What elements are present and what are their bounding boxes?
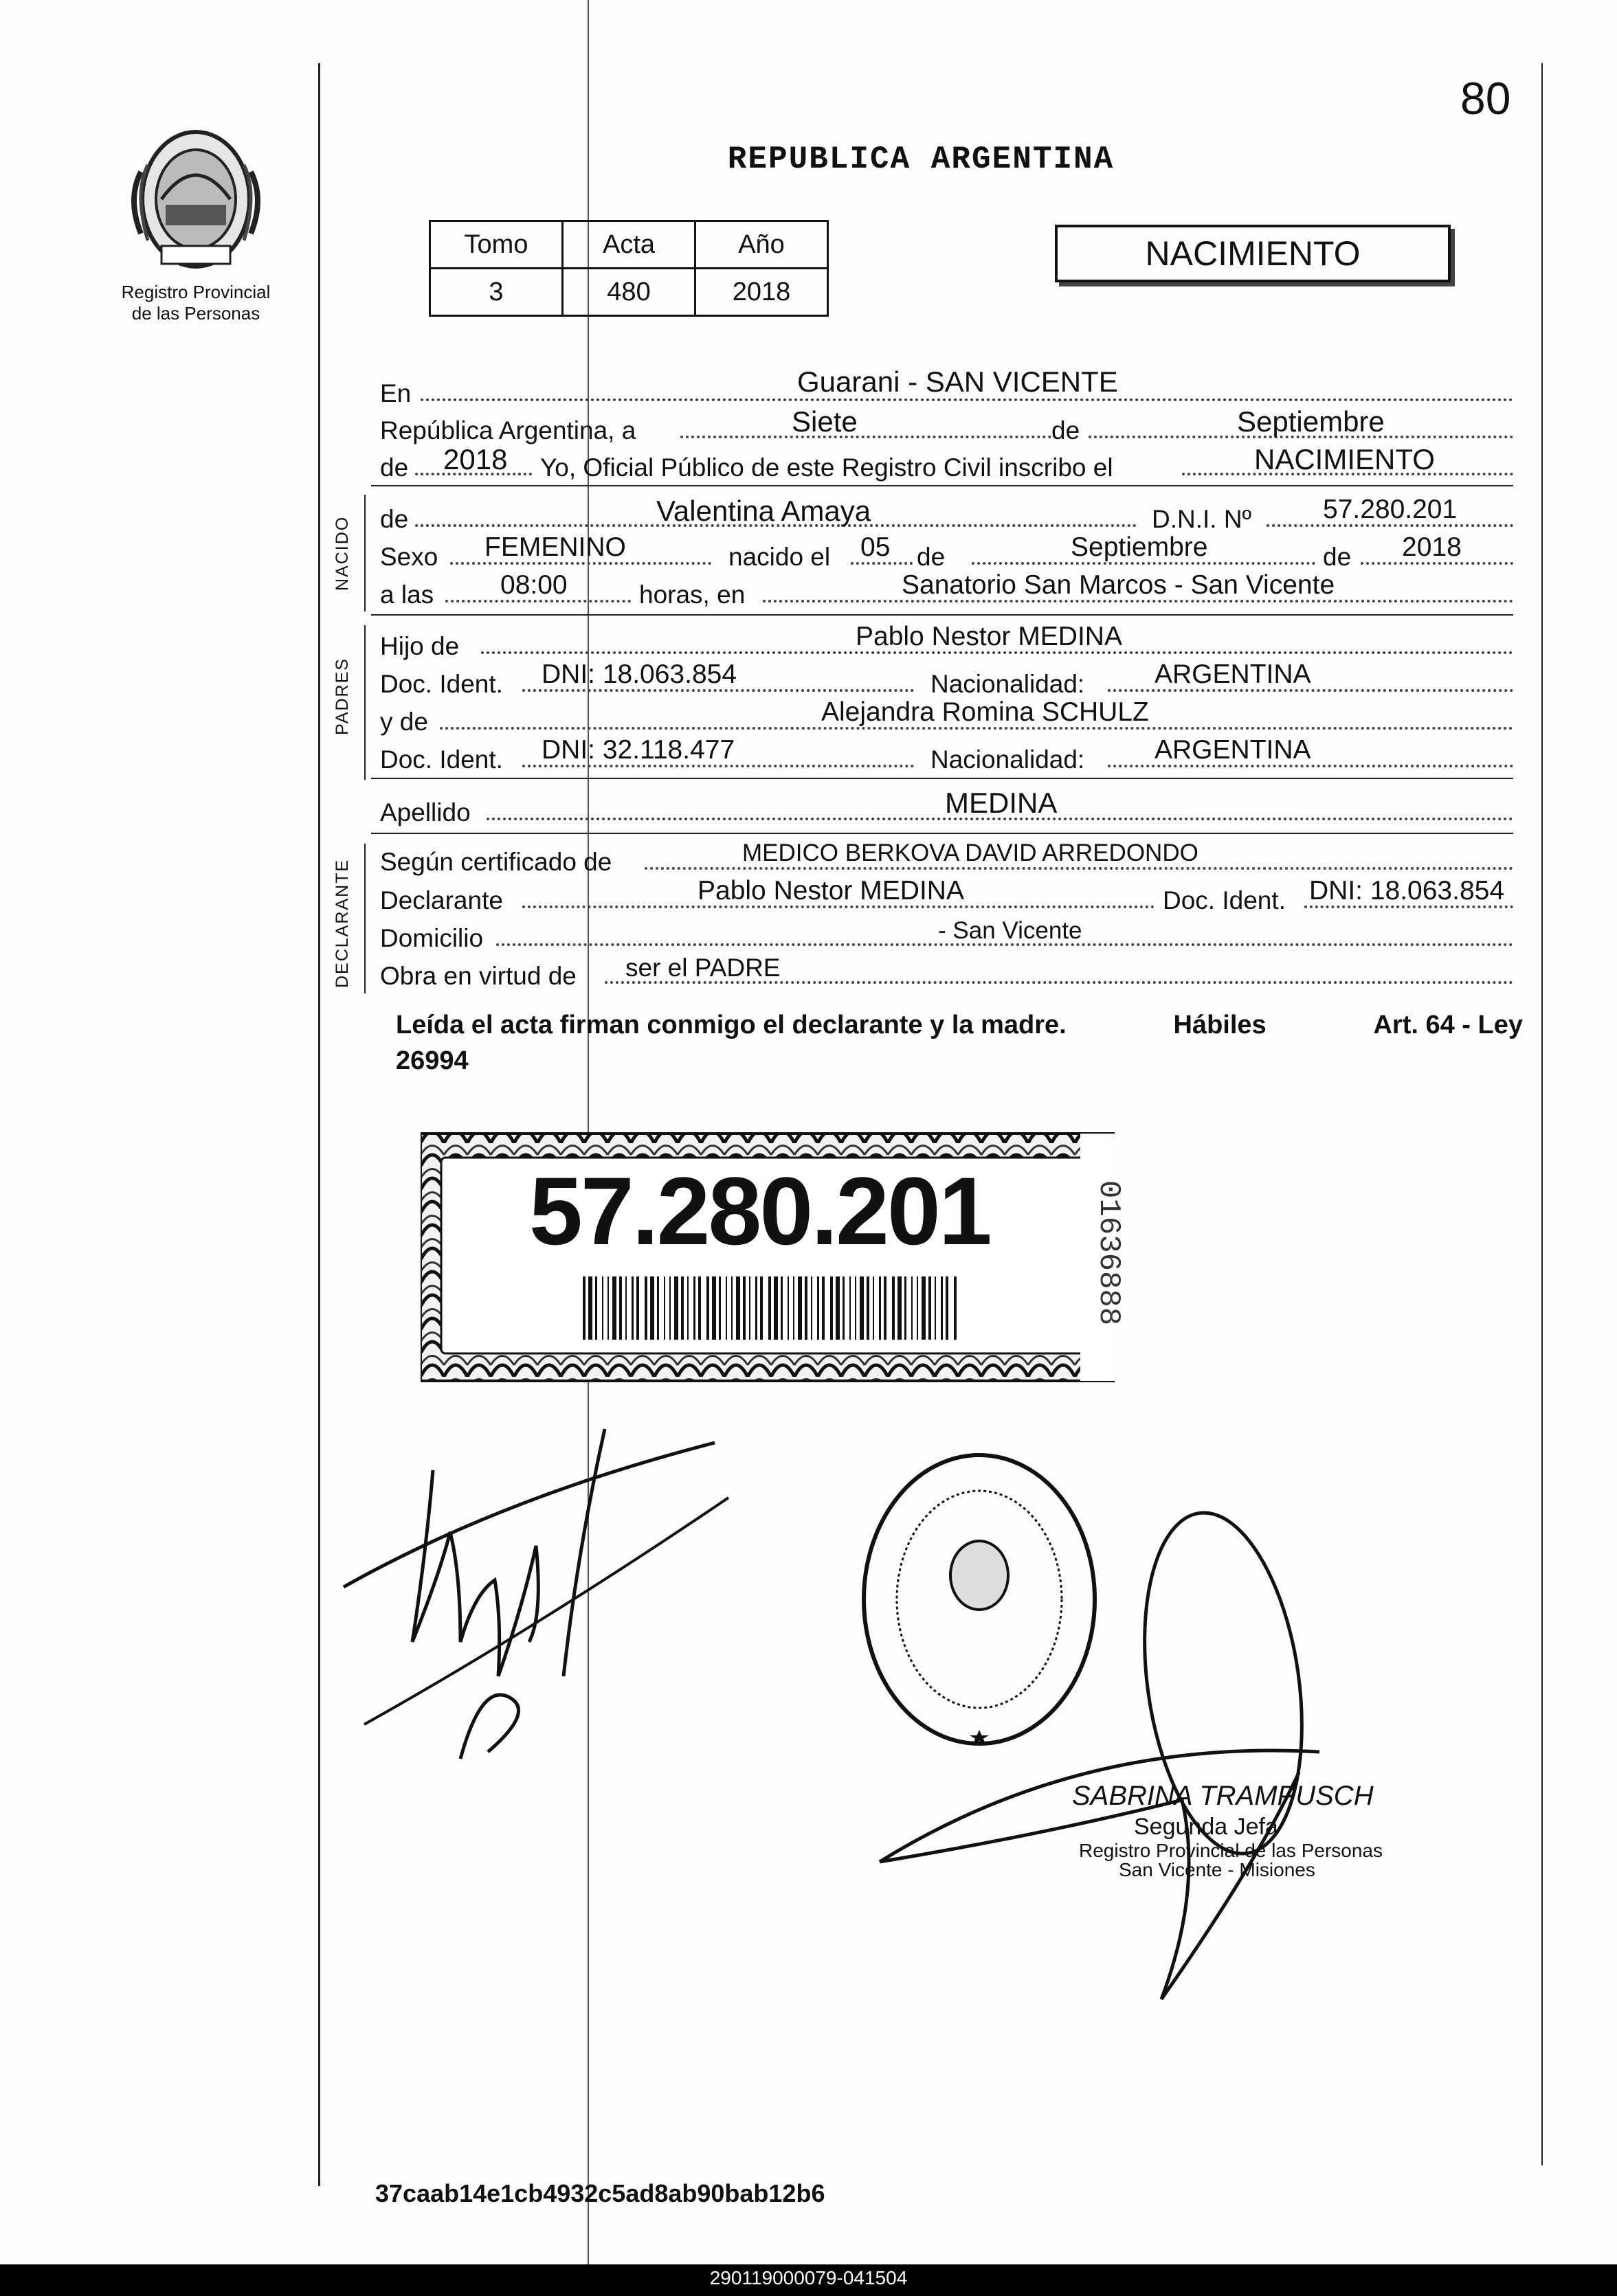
- label-declarante: Declarante: [380, 886, 503, 914]
- value-day-word: Siete: [792, 405, 858, 438]
- dni-barcode: [583, 1276, 962, 1340]
- table-header-ano: Año: [695, 221, 828, 269]
- label-de: de: [1051, 416, 1080, 444]
- dotted-line: [680, 436, 1051, 438]
- value-birth-time: 08:00: [500, 570, 568, 600]
- value-birth-year: 2018: [1402, 532, 1462, 562]
- value-mother-nationality: ARGENTINA: [1155, 735, 1311, 765]
- right-margin-rule: [1541, 63, 1543, 2165]
- value-mother-name: Alejandra Romina SCHULZ: [821, 697, 1149, 727]
- table-value-acta: 480: [563, 269, 695, 316]
- value-father-nationality: ARGENTINA: [1155, 660, 1311, 689]
- value-sex: FEMENINO: [484, 532, 626, 562]
- declarant-signature: [330, 1415, 742, 1779]
- label-horas-en: horas, en: [639, 581, 746, 609]
- label-hijo-de: Hijo de: [380, 632, 460, 660]
- official-signature: [873, 1477, 1368, 2027]
- value-declarant-doc: DNI: 18.063.854: [1309, 876, 1505, 905]
- label-a-las: a las: [380, 581, 434, 609]
- value-surname: MEDINA: [945, 787, 1058, 819]
- label-apellido: Apellido: [380, 798, 471, 826]
- label-sexo: Sexo: [380, 543, 438, 571]
- section-divider: [371, 485, 1513, 486]
- label-yo-oficial: Yo, Oficial Público de este Registro Civil inscribo el: [540, 453, 1113, 482]
- label-birth-de: de: [917, 543, 946, 571]
- label-de-year: de: [380, 453, 409, 482]
- value-child-dni: 57.280.201: [1323, 495, 1458, 524]
- label-obra-en-virtud: Obra en virtud de: [380, 962, 577, 990]
- value-month: Septiembre: [1237, 405, 1385, 438]
- label-father-nationality: Nacionalidad:: [930, 670, 1085, 698]
- value-birth-place: Sanatorio San Marcos - San Vicente: [902, 570, 1335, 600]
- official-location: San Vicente - Misiones: [1119, 1859, 1315, 1880]
- value-address: - San Vicente: [938, 917, 1082, 944]
- value-birth-day: 05: [860, 532, 891, 562]
- label-nacido-el: nacido el: [728, 543, 831, 571]
- registry-caption-line2: de las Personas: [131, 303, 260, 324]
- left-margin-rule: [318, 63, 320, 2186]
- label-en: En: [380, 379, 412, 407]
- value-certificate-by: MEDICO BERKOVA DAVID ARREDONDO: [742, 840, 1198, 866]
- side-label-declarante: DECLARANTE: [333, 858, 352, 988]
- official-name: SABRINA TRAMPUSCH: [1072, 1781, 1374, 1811]
- section-divider: [371, 778, 1513, 779]
- official-office: Registro Provincial de las Personas: [1079, 1840, 1383, 1861]
- closing-statement: [396, 1007, 1523, 1079]
- provincial-seal-logo: [120, 124, 271, 278]
- label-father-doc: Doc. Ident.: [380, 670, 503, 698]
- value-birth-month: Septiembre: [1071, 532, 1208, 562]
- label-mother-doc: Doc. Ident.: [380, 745, 503, 774]
- value-declarant-name: Pablo Nestor MEDINA: [698, 876, 964, 905]
- registry-caption: [110, 282, 282, 324]
- label-declarant-doc: Doc. Ident.: [1163, 886, 1286, 914]
- official-role: Segunda Jefa: [1134, 1814, 1278, 1840]
- label-republica: República Argentina, a: [380, 416, 636, 444]
- label-birth-de2: de: [1323, 543, 1352, 571]
- value-place: Guarani - SAN VICENTE: [797, 365, 1118, 398]
- dni-serial-number: 01636888: [1091, 1180, 1126, 1326]
- closing-text-c: Art. 64 - Ley: [1373, 1011, 1523, 1039]
- label-child-de: de: [380, 505, 409, 533]
- registry-caption-line1: Registro Provincial: [121, 282, 271, 302]
- section-divider: [371, 833, 1513, 834]
- label-segun-certificado: Según certificado de: [380, 848, 612, 876]
- section-divider: [371, 614, 1513, 616]
- record-type-box: NACIMIENTO: [1055, 225, 1451, 282]
- value-acting-as: ser el PADRE: [625, 954, 781, 982]
- table-value-ano: 2018: [695, 269, 828, 316]
- document-title: REPUBLICA ARGENTINA: [727, 142, 1115, 177]
- table-header-tomo: Tomo: [430, 221, 563, 269]
- dotted-line: [421, 398, 1513, 401]
- label-mother-nationality: Nacionalidad:: [930, 745, 1085, 774]
- closing-text-a: Leída el acta firman conmigo el declarante y la madre.: [396, 1011, 1067, 1039]
- section-bracket: [364, 495, 366, 611]
- label-domicilio: Domicilio: [380, 924, 484, 952]
- page-number: 80: [1460, 73, 1511, 124]
- value-year: 2018: [443, 443, 508, 475]
- side-label-nacido: NACIDO: [333, 515, 352, 591]
- footer-code: 290119000079-041504: [709, 2267, 908, 2288]
- document-hash: 37caab14e1cb4932c5ad8ab90bab12b6: [375, 2179, 825, 2207]
- value-father-doc: DNI: 18.063.854: [542, 660, 737, 689]
- side-label-padres: PADRES: [333, 657, 352, 735]
- closing-text-b: Hábiles: [1173, 1011, 1267, 1039]
- label-dni: D.N.I. Nº: [1152, 505, 1252, 533]
- value-inscribed-event: NACIMIENTO: [1254, 443, 1435, 475]
- dni-card-number: 57.280.201: [529, 1157, 990, 1265]
- section-bracket: [364, 844, 366, 993]
- label-y-de: y de: [380, 708, 428, 736]
- closing-text-line2: 26994: [396, 1046, 469, 1075]
- section-bracket: [364, 625, 366, 780]
- value-mother-doc: DNI: 32.118.477: [542, 735, 735, 765]
- record-reference-table: [429, 220, 829, 317]
- value-father-name: Pablo Nestor MEDINA: [856, 622, 1122, 651]
- table-header-acta: Acta: [563, 221, 695, 269]
- dotted-line: [645, 867, 1513, 870]
- table-value-tomo: 3: [430, 269, 563, 316]
- value-child-name: Valentina Amaya: [656, 495, 871, 527]
